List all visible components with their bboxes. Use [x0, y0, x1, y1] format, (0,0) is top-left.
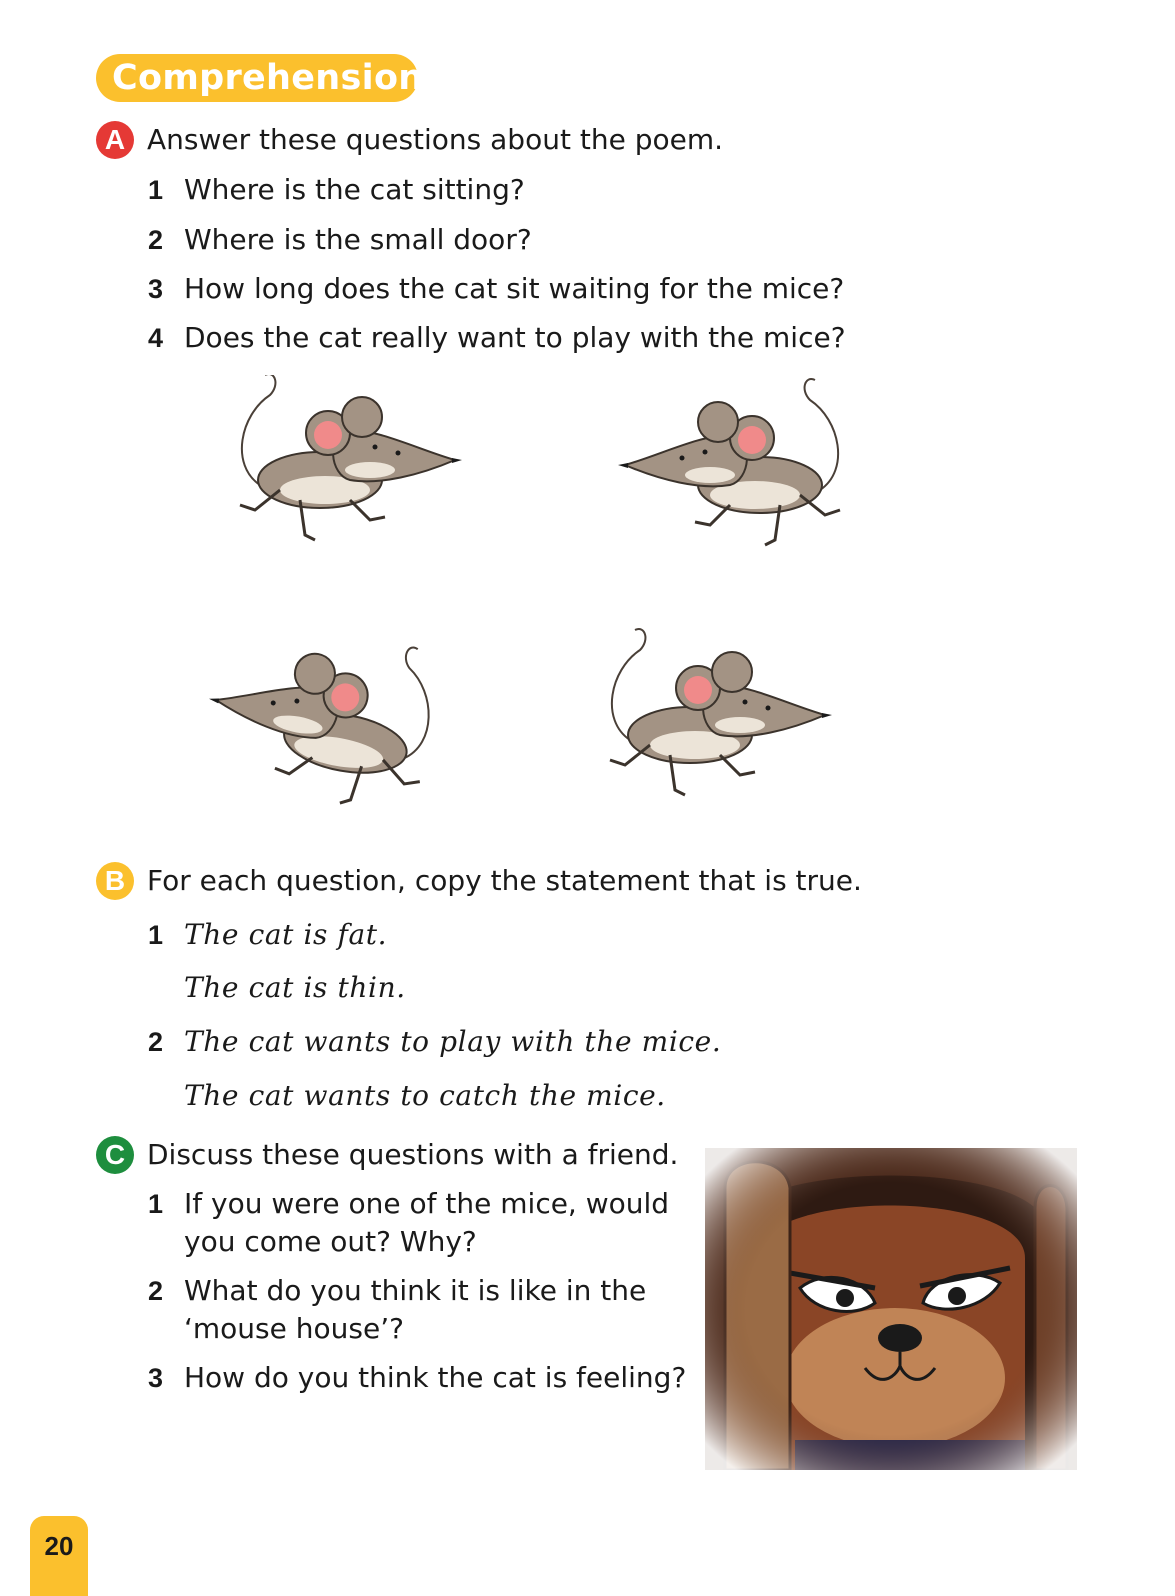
section-c-instruction: Discuss these questions with a friend.: [147, 1138, 679, 1171]
question-number: 3: [148, 274, 164, 304]
question-text: If you were one of the mice, would you come out? Why?: [184, 1187, 670, 1258]
question-text: Where is the small door?: [184, 223, 532, 256]
section-b-badge: B: [96, 862, 134, 900]
statement: The cat wants to catch the mice.: [184, 1079, 666, 1112]
question-text: Does the cat really want to play with the mice?: [184, 321, 846, 354]
item-number: 1: [148, 920, 164, 950]
question-text: What do you think it is like in the ‘mouse house’?: [184, 1274, 647, 1345]
statement: The cat wants to play with the mice.: [184, 1025, 722, 1058]
statement: The cat is thin.: [184, 971, 406, 1004]
item-number: 2: [148, 1027, 164, 1057]
page-title: Comprehension: [112, 58, 424, 98]
statement: The cat is fat.: [184, 918, 388, 951]
question-number: 3: [148, 1363, 164, 1393]
question-text: Where is the cat sitting?: [184, 173, 525, 206]
question-text: How do you think the cat is feeling?: [184, 1361, 687, 1394]
question-text: How long does the cat sit waiting for the mice?: [184, 272, 845, 305]
question-number: 2: [148, 1276, 164, 1306]
mice-illustration: [150, 375, 930, 825]
cat-illustration: [705, 1148, 1077, 1470]
section-b-instruction: For each question, copy the statement that is true.: [147, 864, 862, 897]
question-number: 1: [148, 175, 164, 205]
section-a-instruction: Answer these questions about the poem.: [147, 123, 723, 156]
question-number: 4: [148, 323, 164, 353]
question-number: 1: [148, 1189, 164, 1219]
question-number: 2: [148, 225, 164, 255]
page-number: 20: [44, 1531, 74, 1561]
section-c-badge: C: [96, 1136, 134, 1174]
section-a-badge: A: [96, 121, 134, 159]
